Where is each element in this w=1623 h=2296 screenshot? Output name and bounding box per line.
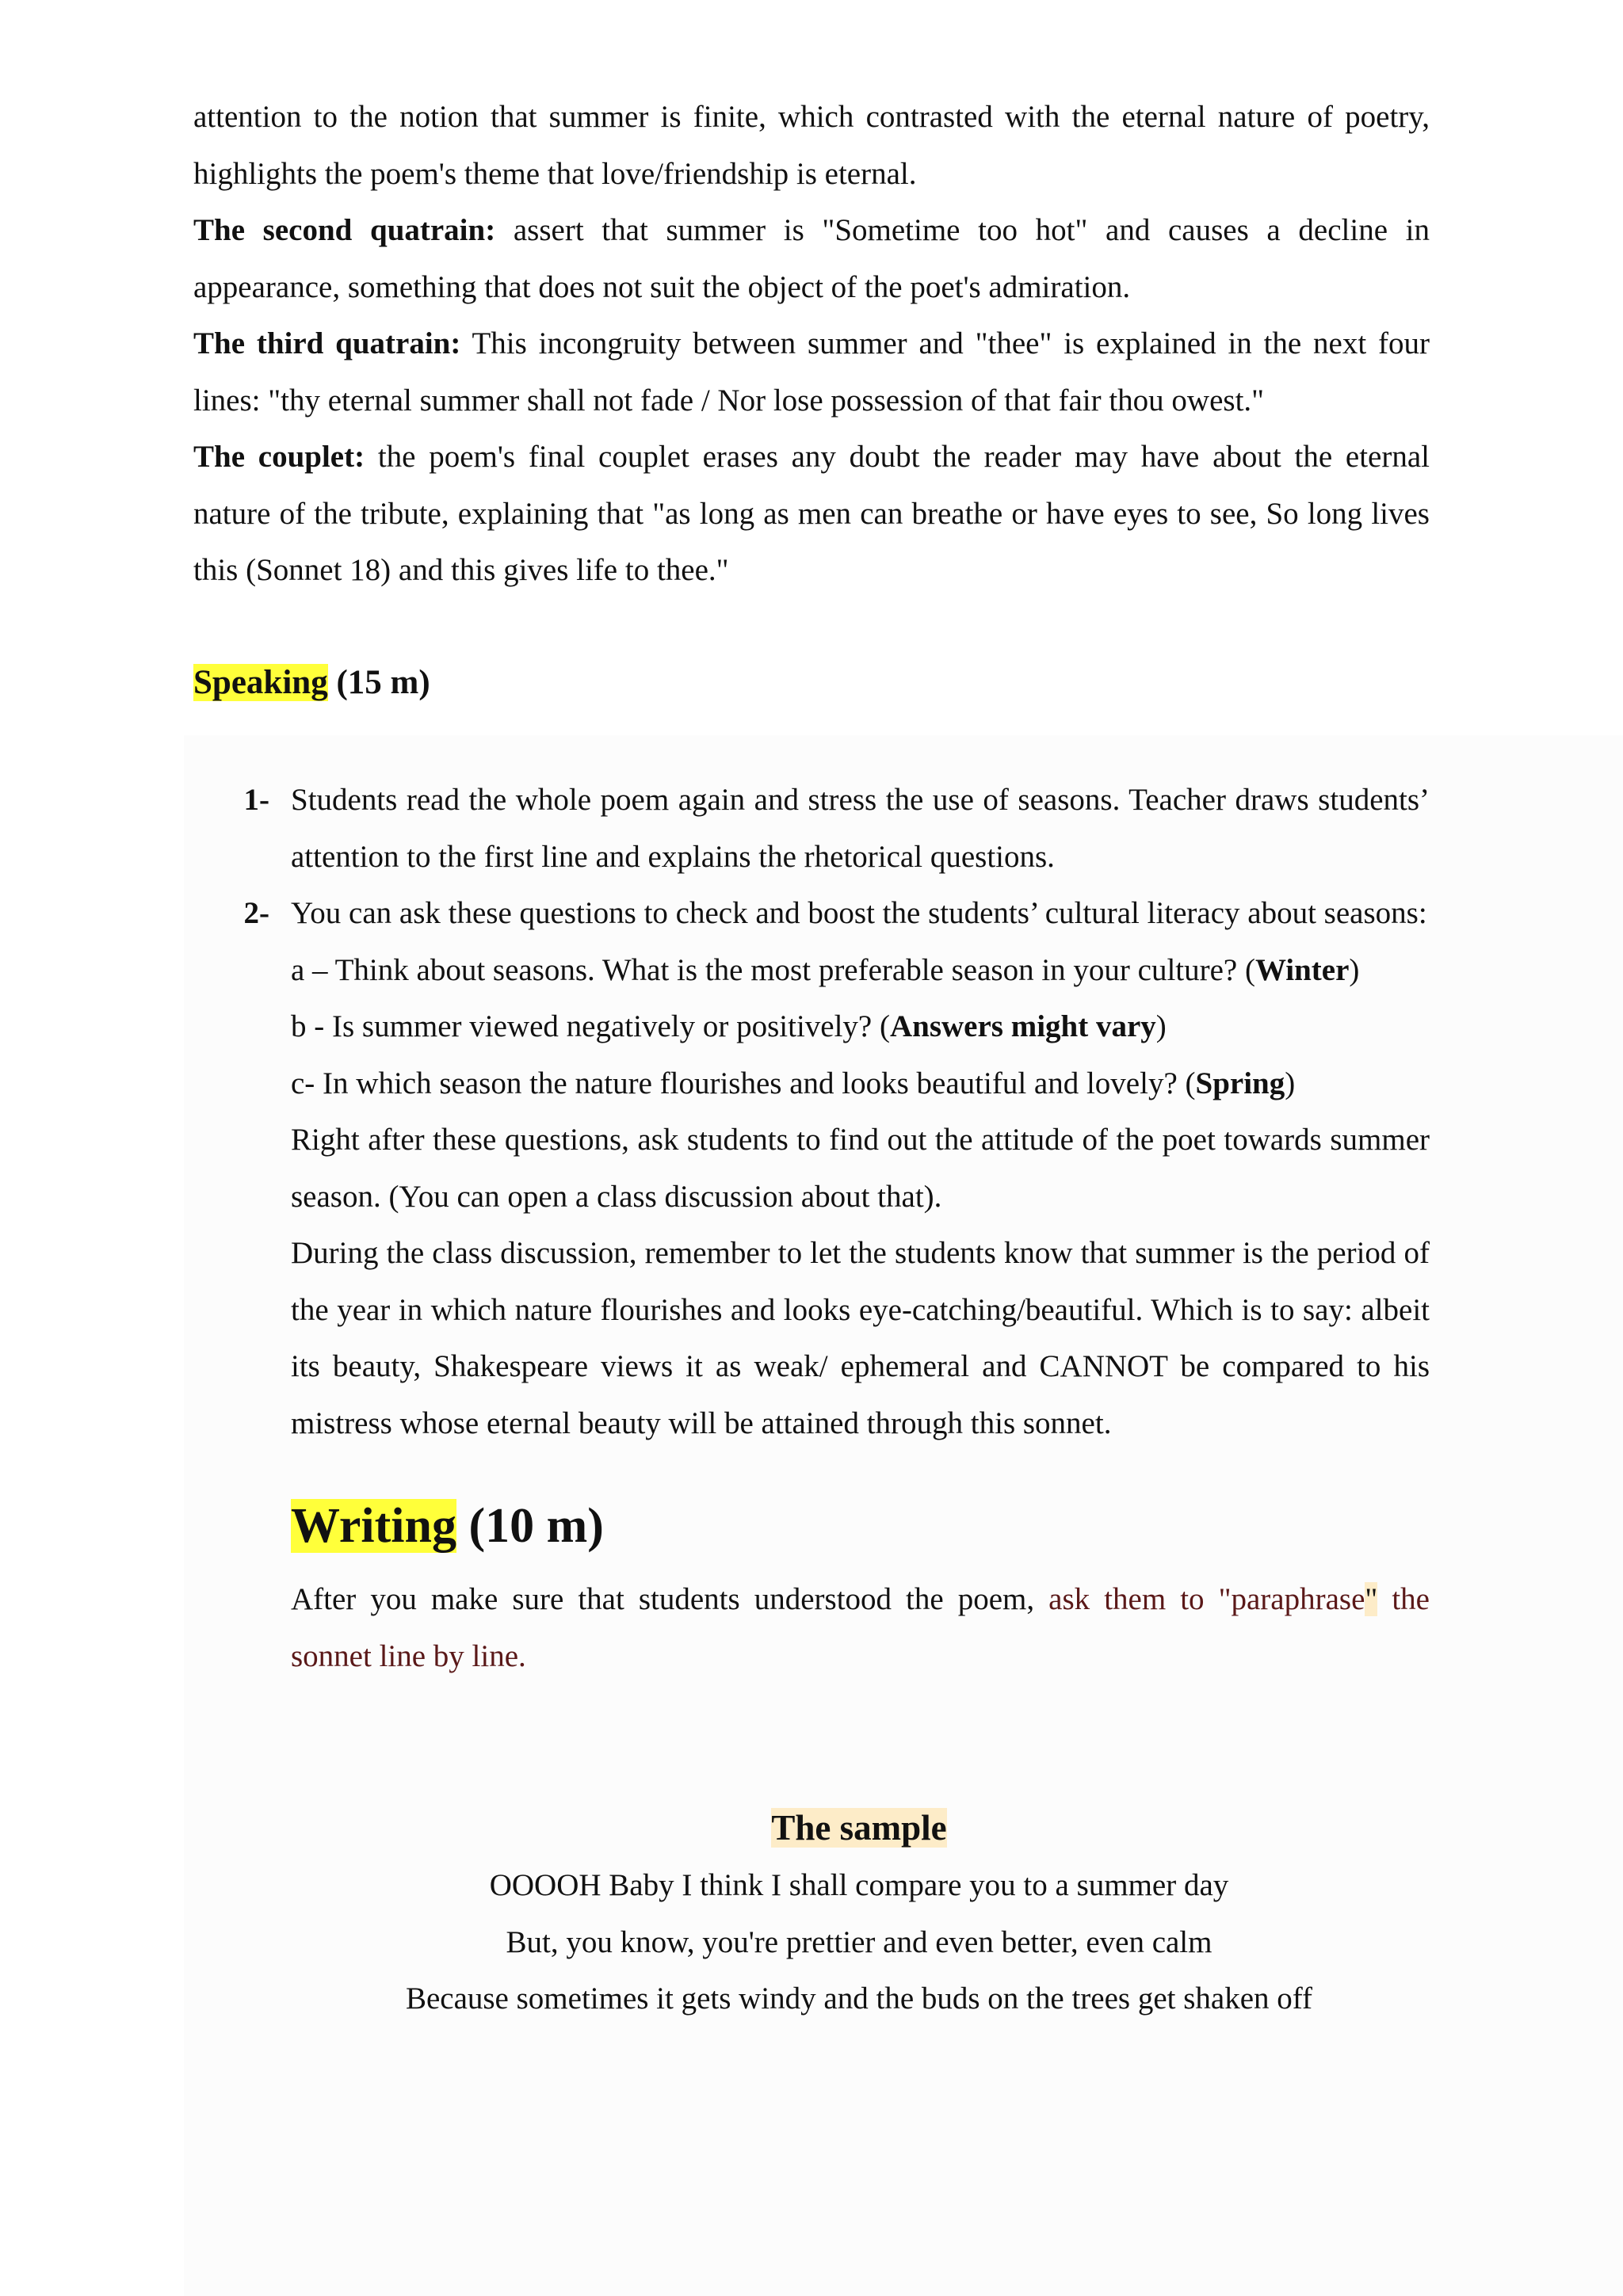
intro-paragraph: attention to the notion that summer is finite, which contrasted with the eternal nature of poetry, highlights the poem's theme that love/friendship is eternal. <box>193 100 1430 191</box>
writing-title: Writing <box>291 1499 456 1553</box>
step-number: 1- <box>243 783 269 817</box>
sample-lines <box>193 1857 1430 2027</box>
second-quatrain-label: The second quatrain: <box>193 213 496 247</box>
sample-title: The sample <box>771 1808 947 1848</box>
speaking-duration: (15 m) <box>327 663 430 701</box>
discussion-text: During the class discussion, remember to let the students know that summer is the period of the year in which nature flourishes and looks eye-catching/beautiful. Which is to say: albeit its beauty, Shakespeare views it as weak/ ephemeral and CANNOT be compared to his mistress whose eternal beauty will be attained through this sonnet. <box>291 1236 1430 1440</box>
speaking-steps <box>193 772 1430 942</box>
sample-line: OOOOH Baby I think I shall compare you to a summer day <box>489 1868 1229 1902</box>
list-item <box>193 772 1430 885</box>
question-a: a – Think about seasons. What is the most preferable season in your culture? (Winter) <box>291 952 1360 987</box>
speaking-heading <box>193 654 1430 711</box>
speaking-title: Speaking <box>193 663 328 701</box>
writing-instruction: After you make sure that students understood the poem, ask them to "paraphrase" the sonnet line by line. <box>291 1582 1430 1673</box>
step-text: Students read the whole poem again and stress the use of seasons. Teacher draws students’ attention to the first line and explains the rhetorical questions. <box>291 783 1430 874</box>
speaking-questions <box>291 942 1430 1452</box>
answer-a: Winter <box>1254 952 1350 987</box>
sample-line: But, you know, you're prettier and even better, even calm <box>506 1924 1212 1959</box>
third-quatrain-paragraph: The third quatrain: This incongruity between summer and "thee" is explained in the next four lines: "thy eternal summer shall not fade / Nor lose possession of that fair thou owest." <box>193 326 1430 418</box>
writing-heading <box>291 1497 1430 1555</box>
third-quatrain-label: The third quatrain: <box>193 326 461 360</box>
question-c: c- In which season the nature flourishes and looks beautiful and lovely? (Spring) <box>291 1066 1296 1100</box>
answer-c: Spring <box>1195 1066 1285 1100</box>
list-item <box>193 885 1430 942</box>
question-b: b - Is summer viewed negatively or positively? (Answers might vary) <box>291 1009 1167 1043</box>
answer-b: Answers might vary <box>889 1009 1156 1043</box>
after-questions-text: Right after these questions, ask students to find out the attitude of the poet towards summer season. (You can open a class discussion about that). <box>291 1123 1430 1214</box>
sample-heading <box>241 1798 1477 1857</box>
document-page <box>193 89 1430 2027</box>
couplet-label: The couplet: <box>193 440 365 474</box>
couplet-paragraph: The couplet: the poem's final couplet erases any doubt the reader may have about the eternal nature of the tribute, explaining that "as long as men can breathe or have eyes to see, So long lives this (Sonnet 18) and this gives life to thee." <box>193 440 1430 587</box>
step-text: You can ask these questions to check and boost the students’ cultural literacy about seasons: <box>291 896 1427 930</box>
second-quatrain-paragraph: The second quatrain: assert that summer is "Sometime too hot" and causes a decline in appearance, something that does not suit the object of the poet's admiration. <box>193 213 1430 304</box>
step-number: 2- <box>243 896 269 930</box>
sample-line: Because sometimes it gets windy and the buds on the trees get shaken off <box>405 1981 1313 2016</box>
writing-duration: (10 m) <box>456 1499 604 1553</box>
